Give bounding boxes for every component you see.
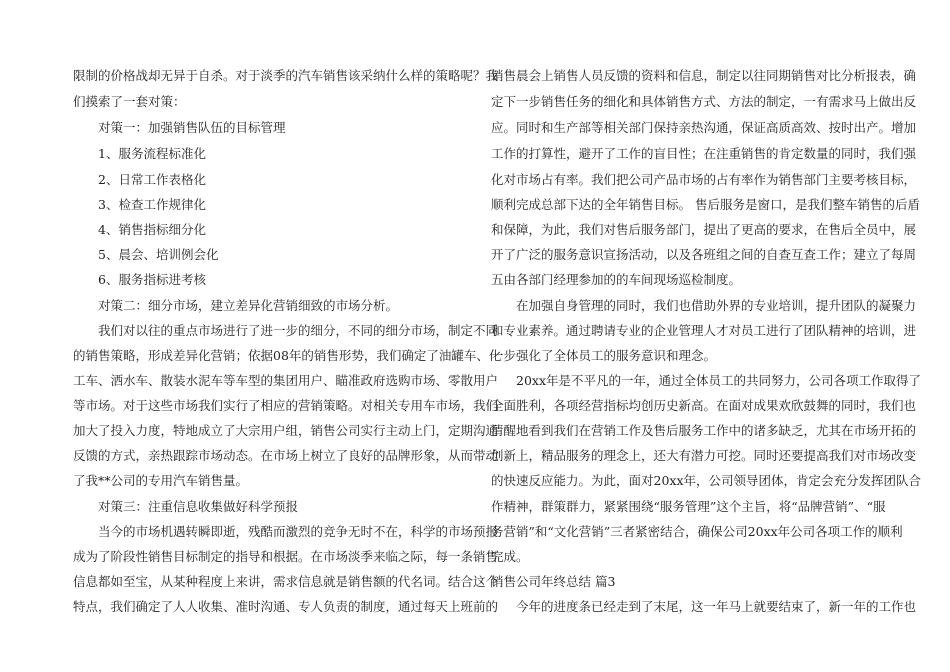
paragraph-line: 全面胜利，各项经营指标均创历史新高。在面对成果欢欣鼓舞的同时，我们也: [491, 398, 917, 413]
list-item: 1、服务流程标准化: [98, 146, 206, 161]
paragraph-line: 顺利完成总部下达的全年销售目标。 售后服务是窗口，是我们整车销售的后盾: [491, 197, 920, 212]
paragraph-line: 在加强自身管理的同时，我们也借助外界的专业培训，提升团队的凝聚力: [516, 298, 917, 313]
paragraph-line: 的快速反应能力。为此，面对20xx年，公司领导团体，肯定会充分发挥团队合: [491, 473, 922, 488]
paragraph-line: 工车、洒水车、散装水泥车等车型的集团用户、瞄准政府选购市场、零散用户: [73, 373, 499, 388]
paragraph-line: 20xx年是不平凡的一年，通过全体员工的共同努力，公司各项工作取得了: [516, 373, 922, 388]
paragraph-line: 的销售策略，形成差异化营销；依据08年的销售形势，我们确定了油罐车、化: [73, 348, 502, 363]
paragraph-line: 了我**公司的专用汽车销售量。: [73, 473, 249, 488]
paragraph-line: 创新上，精品服务的理念上，还大有潜力可挖。同时还要提高我们对市场改变: [491, 448, 917, 463]
list-item: 4、销售指标细分化: [98, 222, 206, 237]
paragraph-line: 我们对以往的重点市场进行了进一步的细分，不同的细分市场，制定不同: [98, 323, 499, 338]
paragraph-line: 开了广泛的服务意识宣扬活动，以及各班组之间的自查互查工作；建立了每周: [491, 247, 917, 262]
paragraph-line: 工作的打算性，避开了工作的盲目性；在注重销售的肯定数量的同时，我们强: [491, 146, 917, 161]
section-heading: 对策二：细分市场，建立差异化营销细致的市场分析。: [98, 298, 399, 313]
paragraph-line: 当今的市场机遇转瞬即逝，残酷而激烈的竞争无时不在，科学的市场预报: [98, 524, 499, 539]
list-item: 3、检查工作规律化: [98, 197, 206, 212]
paragraph-line: 应。同时和生产部等相关部门保持亲热沟通，保证高质高效、按时出产。增加: [491, 120, 917, 135]
paragraph-line: 今年的进度条已经走到了末尾，这一年马上就要结束了，新一年的工作也: [516, 599, 917, 614]
paragraph-line: 和保障，为此，我们对售后服务部门，提出了更高的要求，在售后全员中，展: [491, 222, 917, 237]
section-heading: 对策三：注重信息收集做好科学预报: [98, 499, 299, 514]
paragraph-line: 五由各部门经理参加的的车间现场巡检制度。: [491, 272, 742, 287]
paragraph-line: 成为了阶段性销售目标制定的指导和根据。在市场淡季来临之际，每一条销售: [73, 549, 499, 564]
list-item: 2、日常工作表格化: [98, 172, 206, 187]
paragraph-line: 一步强化了全体员工的服务意识和理念。: [491, 348, 717, 363]
list-item: 5、晨会、培训例会化: [98, 247, 219, 262]
list-item: 6、服务指标进考核: [98, 272, 206, 287]
paragraph-line: 作精神，群策群力，紧紧围绕“服务管理”这个主旨，将“品牌营销”、“服: [491, 499, 886, 514]
paragraph-line: 和专业素养。通过聘请专业的企业管理人才对员工进行了团队精神的培训，进: [491, 323, 917, 338]
paragraph-line: 反馈的方式，亲热跟踪市场动态。在市场上树立了良好的品牌形象，从而带动: [73, 448, 499, 463]
paragraph-line: 特点，我们确定了人人收集、准时沟通、专人负责的制度，通过每天上班前的: [73, 599, 499, 614]
paragraph-line: 完成。: [491, 549, 529, 564]
paragraph-line: 务营销”和“文化营销”三者紧密结合，确保公司20xx年公司各项工作的顺利: [491, 524, 903, 539]
paragraph-line: 清醒地看到我们在营销工作及售后服务工作中的诸多缺乏，尤其在市场开拓的: [491, 423, 917, 438]
paragraph-line: 们摸索了一套对策：: [73, 94, 186, 109]
paragraph-line: 化对市场占有率。我们把公司产品市场的占有率作为销售部门主要考核目标，: [491, 172, 917, 187]
section-title: 销售公司年终总结 篇3: [491, 574, 616, 589]
paragraph-line: 等市场。对于这些市场我们实行了相应的营销策略。对相关专用车市场，我们: [73, 398, 499, 413]
section-heading: 对策一：加强销售队伍的目标管理: [98, 120, 286, 135]
paragraph-line: 信息都如至宝，从某种程度上来讲，需求信息就是销售额的代名词。结合这个: [73, 574, 499, 589]
paragraph-line: 定下一步销售任务的细化和具体销售方式、方法的制定，一有需求马上做出反: [491, 94, 917, 109]
paragraph-line: 限制的价格战却无异于自杀。对于淡季的汽车销售该采纳什么样的策略呢？我: [73, 68, 499, 83]
paragraph-line: 销售晨会上销售人员反馈的资料和信息，制定以往同期销售对比分析报表，确: [491, 68, 917, 83]
paragraph-line: 加大了投入力度，特地成立了大宗用户组，销售公司实行主动上门，定期沟通: [73, 423, 499, 438]
